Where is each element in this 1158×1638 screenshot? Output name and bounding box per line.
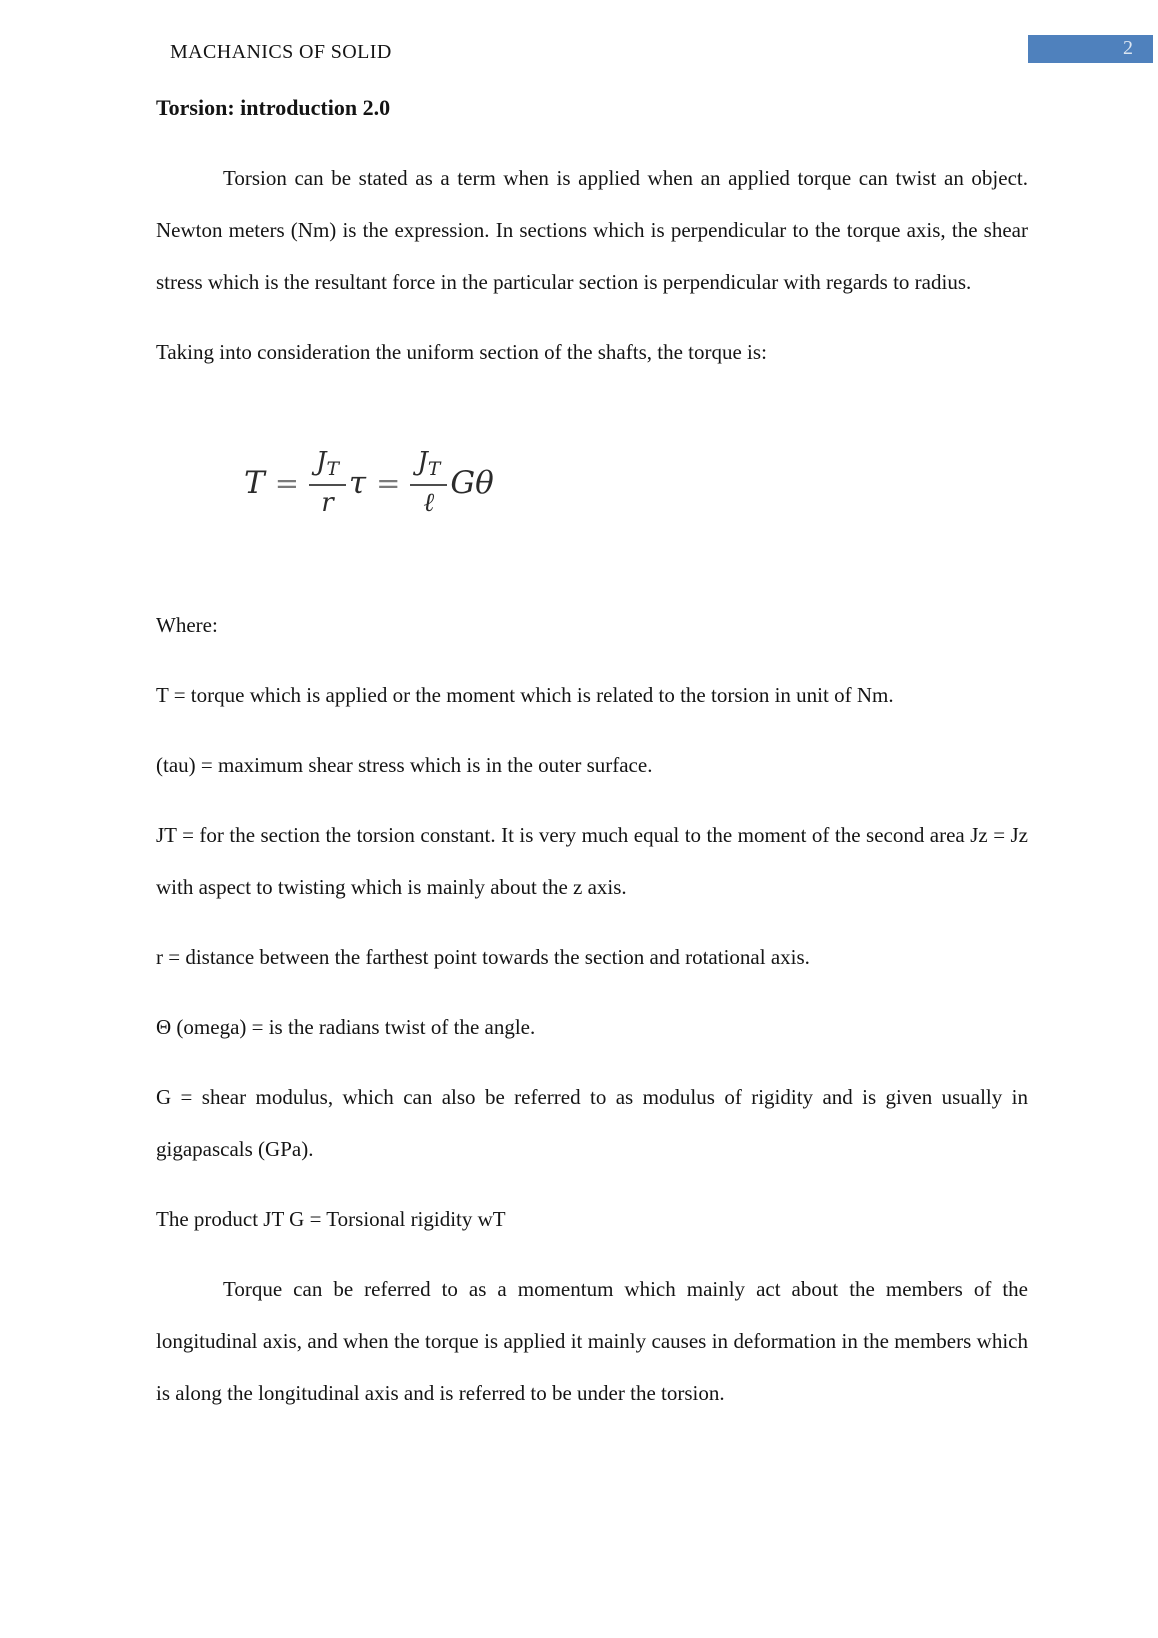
definition-torque: T = torque which is applied or the moment which is related to the torsion in unit of Nm.: [156, 682, 894, 707]
torsion-formula: [244, 448, 1028, 519]
formula-J-subscript-1: T: [326, 459, 339, 481]
formula-denominator-ell: ℓ: [423, 487, 435, 518]
running-header-title: MACHANICS OF SOLID: [170, 41, 392, 63]
definition-torsion-constant: JT = for the section the torsion constant. It is very much equal to the moment of the second area Jz = Jz with aspect to twisting which is mainly about the z axis.: [156, 822, 1028, 899]
closing-paragraph: Torque can be referred to as a momentum which mainly act about the members of the longitudinal axis, and when the torque is applied it mainly causes in deformation in the members which is along the longitudinal axis and is referred to be under the torsion.: [156, 1276, 1028, 1405]
torsional-rigidity-line: The product JT G = Torsional rigidity wT: [156, 1206, 506, 1231]
where-label: Where:: [156, 612, 218, 637]
formula-equals-2: =: [376, 466, 401, 501]
section-heading: Torsion: introduction 2.0: [156, 95, 391, 120]
lead-in-line: Taking into consideration the uniform section of the shafts, the torque is:: [156, 340, 767, 364]
formula-numerator-JT-1: [309, 448, 346, 486]
formula-symbol-T: T: [244, 465, 265, 502]
formula-J-2: J: [417, 447, 428, 477]
formula-denominator-r: r: [321, 487, 334, 518]
definition-tau: (tau) = maximum shear stress which is in the outer surface.: [156, 752, 653, 777]
intro-paragraph: Torsion can be stated as a term when is applied when an applied torque can twist an object. Newton meters (Nm) is the expression. In sections which is perpendicular to the torque axis, the shear stress which is the resultant force in the particular section is perpendicular with regards to radius.: [156, 166, 1028, 294]
formula-symbol-tau: τ: [348, 465, 367, 502]
definition-radius: r = distance between the farthest point towards the section and rotational axis.: [156, 944, 810, 969]
formula-numerator-JT-2: [410, 448, 447, 486]
formula-symbol-G-theta: Gθ: [450, 465, 494, 502]
definition-shear-modulus: G = shear modulus, which can also be referred to as modulus of rigidity and is given usually in gigapascals (GPa).: [156, 1084, 1028, 1161]
formula-J-subscript-2: T: [427, 459, 441, 481]
formula-J-1: J: [316, 447, 327, 477]
formula-fraction-JT-over-r: [309, 448, 346, 519]
formula-equals-1: =: [274, 466, 299, 501]
definition-twist-angle: Θ (omega) = is the radians twist of the angle.: [156, 1014, 536, 1039]
formula-fraction-JT-over-ell: [410, 448, 447, 519]
page-number-badge: [1028, 35, 1153, 63]
page-number: 2: [1123, 37, 1133, 59]
